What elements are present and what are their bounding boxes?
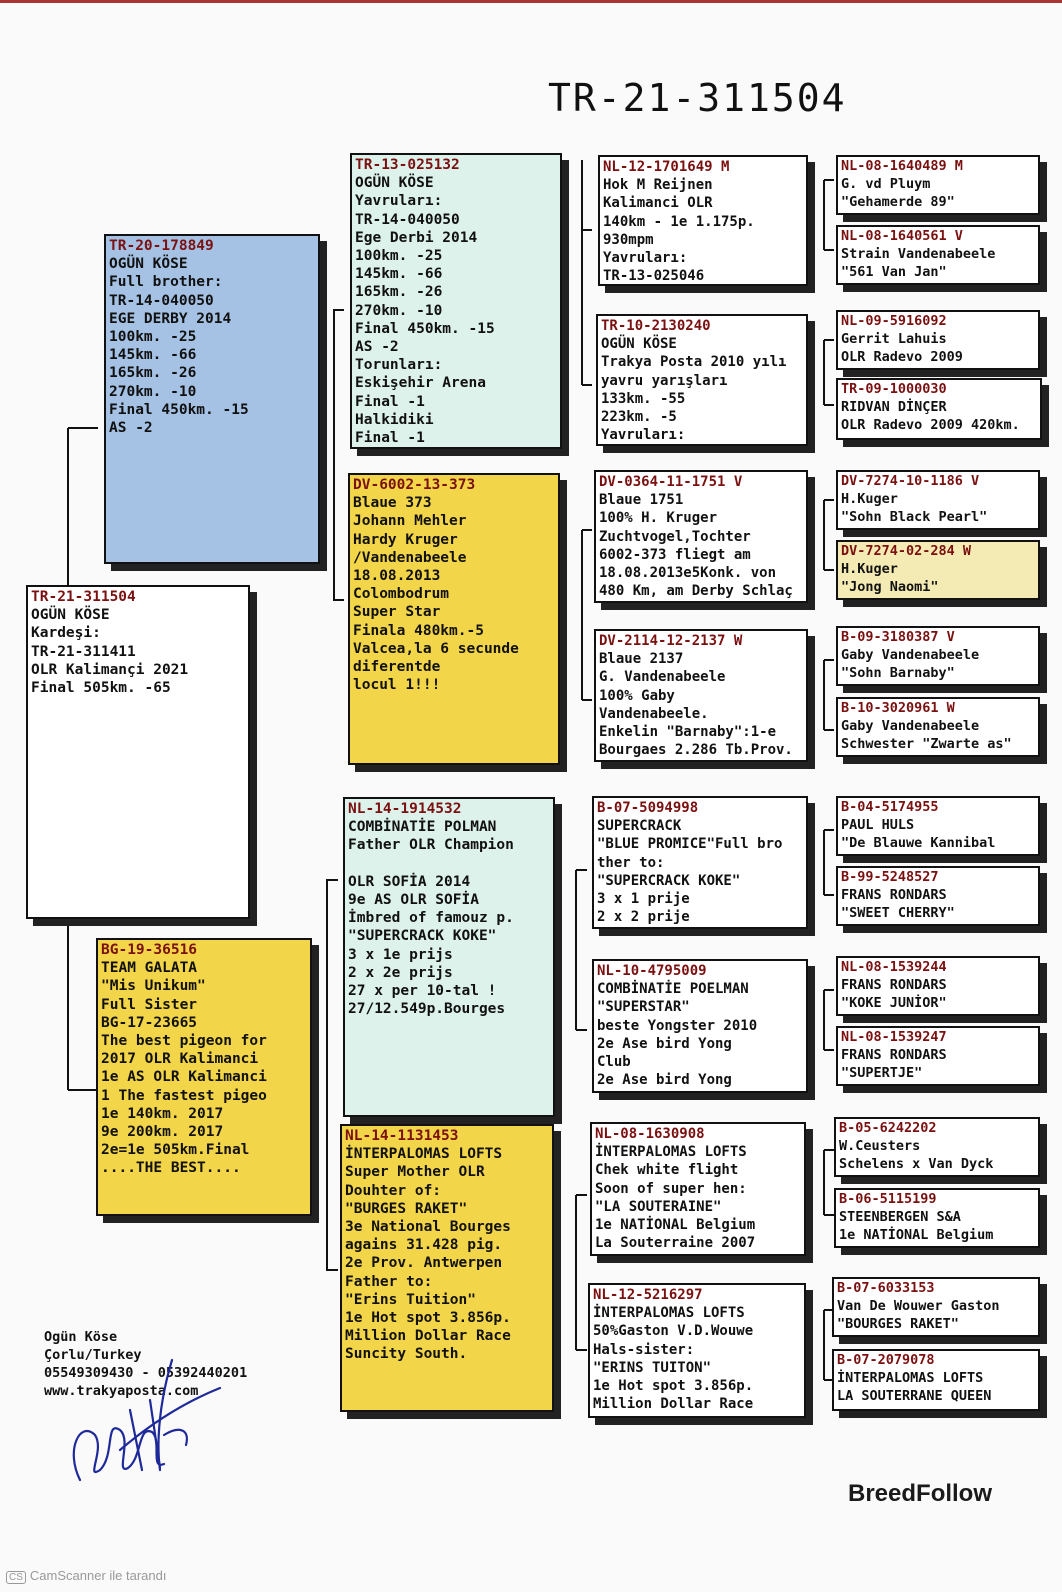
pedigree-line: "Gehamerde 89": [841, 193, 955, 210]
pedigree-line: Chek white flight: [595, 1162, 739, 1179]
pedigree-line: 140km - 1e 1.175p.: [603, 213, 755, 230]
camscanner-badge: CS: [6, 1571, 26, 1584]
pedigree-line: "SUPERCRACK KOKE": [597, 872, 741, 889]
pedigree-line: 27/12.549p.Bourges: [348, 1001, 506, 1018]
pedigree-line: OLR Radevo 2009 420km.: [841, 416, 1020, 433]
ring-number: B-07-5094998: [597, 800, 699, 816]
pedigree-line: FRANS RONDARS: [841, 976, 947, 993]
contact-name: Ogün Köse: [44, 1329, 118, 1345]
ring-number: NL-08-1539244: [841, 959, 947, 975]
pedigree-line: COMBİNATİE POELMAN: [597, 981, 749, 998]
ring-number: NL-08-1630908: [595, 1126, 705, 1142]
ring-number: TR-09-1000030: [841, 381, 947, 397]
ring-number: B-04-5174955: [841, 799, 939, 815]
pedigree-line: İNTERPALOMAS LOFTS: [593, 1305, 745, 1322]
ring-number: NL-08-1640561 V: [841, 228, 963, 244]
gen4-box-1: [836, 155, 1040, 215]
pedigree-line: BG-17-23665: [101, 1014, 198, 1031]
pedigree-line: Father to:: [345, 1273, 433, 1290]
ring-number: TR-20-178849: [109, 238, 214, 254]
dam-sire-box: [343, 797, 555, 1117]
pedigree-line: OGÜN KÖSE: [31, 607, 110, 624]
pedigree-line: Kalimanci OLR: [603, 195, 713, 212]
pedigree-line: Eskişehir Arena: [355, 375, 486, 392]
gen4-box-15: [832, 1277, 1040, 1337]
pedigree-line: RIDVAN DİNÇER: [841, 398, 947, 415]
pedigree-line: OLR SOFİA 2014: [348, 873, 471, 890]
subject-pigeon-box: [26, 585, 250, 919]
pedigree-line: "Jong Naomi": [841, 578, 939, 595]
pedigree-line: 3 x 1e prijs: [348, 946, 453, 963]
pedigree-line: 27 x per 10-tal !: [348, 983, 497, 1000]
pedigree-line: Hok M Reijnen: [603, 177, 713, 194]
gen3-box-5: [592, 796, 808, 929]
pedigree-line: TR-21-311411: [31, 643, 136, 660]
sire-sire-box: [350, 153, 562, 449]
ring-number: B-05-6242202: [839, 1120, 937, 1136]
pedigree-line: Final -1: [355, 393, 425, 410]
pedigree-line: 133km. -55: [601, 390, 686, 407]
pedigree-line: 1e Hot spot 3.856p.: [345, 1310, 511, 1327]
gen4-box-7: [836, 626, 1040, 686]
pedigree-line: Final -1: [355, 430, 425, 447]
contact-phones: 05549309430 - 05392440201: [44, 1365, 248, 1381]
pedigree-line: Vandenabeele.: [599, 705, 709, 722]
gen4-box-11: [836, 956, 1040, 1016]
gen3-box-6: [592, 959, 808, 1093]
pedigree-line: "KOKE JUNİOR": [841, 994, 947, 1011]
pedigree-line: "SUPERCRACK KOKE": [348, 928, 497, 945]
pedigree-line: 270km. -10: [355, 302, 443, 319]
pedigree-line: H.Kuger: [841, 490, 898, 507]
ring-number: DV-6002-13-373: [353, 477, 476, 493]
ring-number: B-09-3180387 V: [841, 629, 955, 645]
pedigree-line: 2 x 2 prije: [597, 909, 690, 926]
pedigree-line: 2e Ase bird Yong: [597, 1035, 732, 1052]
ring-number: DV-2114-12-2137 W: [599, 633, 743, 649]
pedigree-line: Hals-sister:: [593, 1341, 695, 1358]
pedigree-line: 2e=1e 505km.Final: [101, 1142, 250, 1159]
pedigree-line: "Sohn Barnaby": [841, 664, 955, 681]
pedigree-line: TEAM GALATA: [101, 960, 198, 977]
pedigree-line: Kardeşi:: [31, 625, 101, 642]
pedigree-line: STEENBERGEN S&A: [839, 1208, 961, 1225]
contact-location: Çorlu/Turkey: [44, 1347, 142, 1363]
pedigree-line: Strain Vandenabeele: [841, 245, 996, 262]
pedigree-line: Yavruları:: [603, 250, 688, 267]
ring-number: DV-7274-02-284 W: [841, 543, 972, 559]
pedigree-line: /Vandenabeele: [353, 549, 467, 566]
contact-website[interactable]: www.trakyaposta.com: [44, 1383, 199, 1399]
pedigree-line: TR-14-040050: [355, 211, 460, 228]
pedigree-line: 2 x 2e prijs: [348, 964, 453, 981]
ring-number: B-07-6033153: [837, 1280, 935, 1296]
pedigree-line: Johann Mehler: [353, 513, 467, 530]
pedigree-line: "Mis Unikum": [101, 978, 206, 995]
pedigree-line: 2017 OLR Kalimanci: [101, 1051, 259, 1068]
gen4-box-2: [836, 225, 1040, 285]
gen3-box-7: [590, 1122, 806, 1256]
pedigree-line: Final 505km. -65: [31, 680, 171, 697]
dam-dam-box: [340, 1124, 554, 1412]
pedigree-line: "Erins Tuition": [345, 1291, 476, 1308]
pedigree-line: "ERINS TUITON": [593, 1359, 712, 1376]
gen3-box-3: [594, 470, 808, 603]
pedigree-line: Club: [597, 1054, 631, 1071]
ring-number: NL-14-1131453: [345, 1128, 459, 1144]
pedigree-line: 1e 140km. 2017: [101, 1105, 224, 1122]
pedigree-line: "BLUE PROMICE"Full bro: [597, 836, 783, 853]
pedigree-line: 18.08.2013: [353, 568, 441, 585]
pedigree-line: Suncity South.: [345, 1346, 468, 1363]
pedigree-line: 50%Gaston V.D.Wouwe: [593, 1323, 754, 1340]
pedigree-line: H.Kuger: [841, 560, 898, 577]
pedigree-line: Blaue 2137: [599, 651, 684, 668]
pedigree-line: Hardy Kruger: [353, 531, 458, 548]
pedigree-line: FRANS RONDARS: [841, 886, 947, 903]
gen4-box-10: [836, 866, 1040, 926]
pedigree-line: 3 x 1 prije: [597, 891, 690, 908]
pedigree-line: 100% Gaby: [599, 687, 675, 704]
pedigree-line: Trakya Posta 2010 yılı: [601, 354, 787, 371]
pedigree-line: 3e National Bourges: [345, 1219, 511, 1236]
gen4-box-9: [836, 796, 1040, 856]
ring-number: B-06-5115199: [839, 1191, 937, 1207]
pedigree-line: G. vd Pluym: [841, 175, 931, 192]
pedigree-line: 480 Km, am Derby Schlaç: [599, 583, 793, 600]
pedigree-line: AS -2: [109, 420, 153, 437]
ring-number: NL-14-1914532: [348, 801, 462, 817]
pedigree-line: 165km. -26: [109, 365, 197, 382]
gen3-box-2: [596, 314, 808, 446]
pedigree-line: diferentde: [353, 659, 441, 676]
ring-number: NL-08-1539247: [841, 1029, 947, 1045]
pedigree-line: ther to:: [597, 854, 665, 871]
pedigree-line: Finala 480km.-5: [353, 622, 484, 639]
gen4-box-4: [836, 378, 1042, 440]
pedigree-line: beste Yongster 2010: [597, 1017, 758, 1034]
pedigree-line: Final 450km. -15: [355, 320, 495, 337]
pedigree-line: "561 Van Jan": [841, 263, 947, 280]
pedigree-line: Valcea,la 6 secunde: [353, 640, 519, 657]
pedigree-line: SUPERCRACK: [597, 818, 682, 835]
gen4-box-12: [836, 1026, 1040, 1086]
pedigree-line: 100km. -25: [355, 248, 443, 265]
pedigree-line: Full Sister: [101, 996, 198, 1013]
ring-number: TR-10-2130240: [601, 318, 711, 334]
ring-number: B-07-2079078: [837, 1352, 935, 1368]
pedigree-line: Blaue 373: [353, 495, 432, 512]
pedigree-line: İNTERPALOMAS LOFTS: [837, 1369, 984, 1386]
gen4-box-3: [836, 310, 1040, 370]
pedigree-line: The best pigeon for: [101, 1033, 267, 1050]
pedigree-line: La Souterraine 2007: [595, 1235, 756, 1252]
pedigree-line: Ege Derbi 2014: [355, 229, 478, 246]
pedigree-line: LA SOUTERRANE QUEEN: [837, 1387, 992, 1404]
pedigree-line: 100% H. Kruger: [599, 510, 718, 527]
ring-number: NL-12-1701649 M: [603, 159, 730, 175]
pedigree-line: İNTERPALOMAS LOFTS: [595, 1144, 747, 1161]
pedigree-line: 6002-373 fliegt am: [599, 546, 751, 563]
pedigree-line: OGÜN KÖSE: [355, 175, 434, 192]
pedigree-line: COMBİNATİE POLMAN: [348, 819, 497, 836]
ring-number: DV-0364-11-1751 V: [599, 474, 743, 490]
pedigree-line: Douhter of:: [345, 1182, 442, 1199]
pedigree-line: OLR Radevo 2009: [841, 348, 963, 365]
pedigree-line: "De Blauwe Kannibal: [841, 834, 996, 851]
ring-number: B-99-5248527: [841, 869, 939, 885]
pedigree-line: "LA SOUTERAINE": [595, 1198, 722, 1215]
pedigree-line: Super Star: [353, 604, 441, 621]
pedigree-line: "BOURGES RAKET": [837, 1315, 959, 1332]
pedigree-line: 1e AS OLR Kalimanci: [101, 1069, 267, 1086]
pedigree-line: Soon of super hen:: [595, 1180, 747, 1197]
pedigree-title: TR-21-311504: [548, 76, 847, 120]
pedigree-line: Father OLR Champion: [348, 837, 514, 854]
ring-number: NL-10-4795009: [597, 963, 707, 979]
pedigree-line: 18.08.2013e5Konk. von: [599, 565, 777, 582]
pedigree-line: Full brother:: [109, 274, 223, 291]
pedigree-line: İNTERPALOMAS LOFTS: [345, 1146, 503, 1163]
gen3-box-4: [594, 629, 808, 762]
pedigree-line: Colombodrum: [353, 586, 450, 603]
pedigree-line: Gaby Vandenabeele: [841, 646, 980, 663]
pedigree-line: "SUPERSTAR": [597, 999, 690, 1016]
pedigree-line: 2e Ase bird Yong: [597, 1072, 732, 1089]
pedigree-line: OGÜN KÖSE: [109, 256, 188, 273]
pedigree-line: Halkidiki: [355, 411, 434, 428]
pedigree-line: 930mpm: [603, 231, 654, 248]
ring-number: DV-7274-10-1186 V: [841, 473, 980, 489]
pedigree-line: 270km. -10: [109, 383, 197, 400]
ring-number: TR-13-025132: [355, 157, 460, 173]
pedigree-line: AS -2: [355, 339, 399, 356]
pedigree-line: Gerrit Lahuis: [841, 330, 947, 347]
gen4-box-8: [836, 697, 1040, 757]
pedigree-line: Final 450km. -15: [109, 401, 249, 418]
pedigree-line: Schelens x Van Dyck: [839, 1155, 994, 1172]
sire-box: [104, 234, 320, 564]
pedigree-line: Blaue 1751: [599, 492, 684, 509]
pedigree-line: "SWEET CHERRY": [841, 904, 955, 921]
gen4-box-5: [836, 470, 1040, 530]
pedigree-line: Gaby Vandenabeele: [841, 717, 980, 734]
ring-number: NL-08-1640489 M: [841, 158, 963, 174]
pedigree-line: locul 1!!!: [353, 677, 441, 694]
pedigree-line: 2e Prov. Antwerpen: [345, 1255, 503, 1272]
pedigree-line: OGÜN KÖSE: [601, 336, 677, 353]
pedigree-line: yavru yarışları: [601, 372, 728, 389]
pedigree-line: "SUPERTJE": [841, 1064, 923, 1081]
pedigree-line: 223km. -5: [601, 409, 677, 426]
dam-box: [96, 938, 312, 1216]
pedigree-line: 9e 200km. 2017: [101, 1124, 224, 1141]
pedigree-line: FRANS RONDARS: [841, 1046, 947, 1063]
pedigree-line: ....THE BEST....: [101, 1160, 241, 1177]
gen3-box-1: [598, 155, 808, 286]
pedigree-line: 9e AS OLR SOFİA: [348, 892, 479, 909]
pedigree-line: 100km. -25: [109, 329, 197, 346]
pedigree-line: PAUL HULS: [841, 816, 915, 833]
pedigree-line: agains 31.428 pig.: [345, 1237, 503, 1254]
pedigree-line: TR-13-025046: [603, 268, 705, 285]
scanner-watermark: [6, 1568, 166, 1584]
pedigree-line: Yavruları:: [601, 427, 686, 444]
pedigree-line: 145km. -66: [355, 266, 443, 283]
pedigree-line: Bourgaes 2.286 Tb.Prov.: [599, 742, 793, 759]
pedigree-line: 165km. -26: [355, 284, 443, 301]
ring-number: BG-19-36516: [101, 942, 198, 958]
pedigree-line: TR-14-040050: [109, 292, 214, 309]
breedfollow-logo: BreedFollow: [848, 1480, 993, 1507]
pedigree-line: 1e NATİONAL Belgium: [839, 1226, 994, 1243]
pedigree-line: OLR Kalimançi 2021: [31, 661, 189, 678]
pedigree-line: Million Dollar Race: [593, 1396, 754, 1413]
pedigree-line: Zuchtvogel,Tochter: [599, 528, 751, 545]
pedigree-line: Million Dollar Race: [345, 1328, 511, 1345]
ring-number: B-10-3020961 W: [841, 700, 955, 716]
gen4-box-6: [836, 540, 1040, 600]
pedigree-line: "Sohn Black Pearl": [841, 508, 988, 525]
ring-number: TR-21-311504: [31, 589, 136, 605]
gen4-box-16: [832, 1349, 1040, 1411]
pedigree-line: 1e Hot spot 3.856p.: [593, 1378, 754, 1395]
sire-dam-box: [348, 473, 560, 765]
pedigree-line: İmbred of famouz p.: [348, 910, 514, 927]
gen4-box-13: [834, 1117, 1040, 1177]
ring-number: NL-12-5216297: [593, 1287, 703, 1303]
pedigree-line: Yavruları:: [355, 193, 443, 210]
pedigree-line: Torunları:: [355, 357, 443, 374]
pedigree-line: Super Mother OLR: [345, 1164, 485, 1181]
scanner-text: CamScanner ile tarandı: [29, 1568, 167, 1583]
pedigree-line: EGE DERBY 2014: [109, 310, 232, 327]
pedigree-line: Schwester "Zwarte as": [841, 735, 1012, 752]
pedigree-line: W.Ceusters: [839, 1137, 921, 1154]
pedigree-line: Van De Wouwer Gaston: [837, 1297, 1000, 1314]
handwritten-signature: [60, 1340, 230, 1490]
gen4-box-14: [834, 1188, 1040, 1248]
pedigree-line: G. Vandenabeele: [599, 669, 726, 686]
ring-number: NL-09-5916092: [841, 313, 947, 329]
pedigree-line: [348, 855, 550, 873]
gen3-box-8: [588, 1283, 806, 1418]
pedigree-line: 1 The fastest pigeo: [101, 1087, 267, 1104]
pedigree-line: Enkelin "Barnaby":1-e: [599, 724, 777, 741]
pedigree-line: 1e NATİONAL Belgium: [595, 1217, 756, 1234]
pedigree-line: "BURGES RAKET": [345, 1200, 468, 1217]
pedigree-line: 145km. -66: [109, 347, 197, 364]
